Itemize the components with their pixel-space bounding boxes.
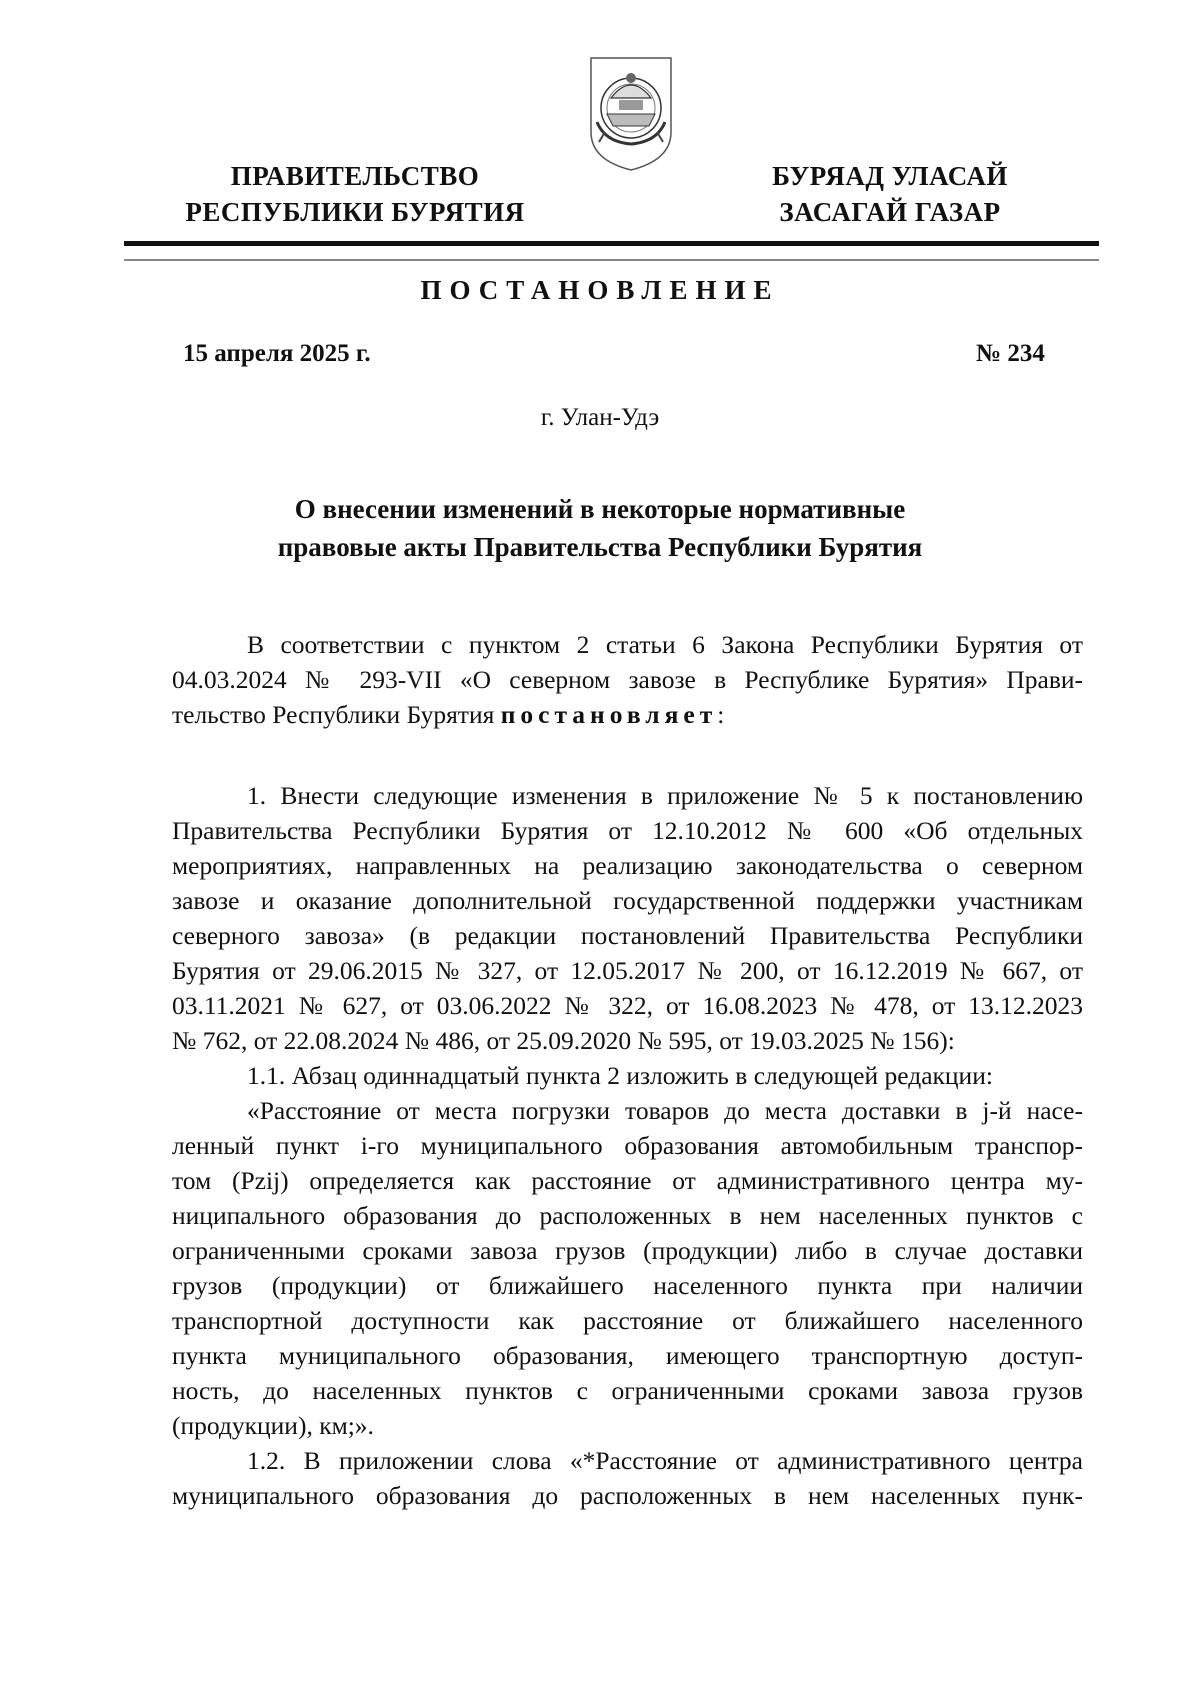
body-line: том (Pzij) определяется как расстояние от административного центра му- bbox=[172, 1166, 1083, 1195]
issuer-name-russian bbox=[170, 158, 540, 230]
preamble-line-decree bbox=[172, 697, 1083, 732]
body-line: пункта муниципального образования, имеющего транспортную доступ- bbox=[172, 1341, 1083, 1370]
preamble-paragraph bbox=[172, 627, 1083, 732]
body-line: мероприятиях, направленных на реализацию законодательства о северном bbox=[172, 851, 1083, 880]
body-line: Бурятия от 29.06.2015 № 327, от 12.05.2017 № 200, от 16.12.2019 № 667, от bbox=[172, 956, 1083, 985]
body-line: муниципального образования до расположенных в нем населенных пунк- bbox=[172, 1481, 1083, 1510]
decree-body bbox=[172, 778, 1083, 1513]
preamble-line: В соответствии с пунктом 2 статьи 6 Закона Республики Бурятия от bbox=[247, 630, 1083, 659]
body-line: северного завоза» (в редакции постановлений Правительства Республики bbox=[172, 921, 1083, 950]
body-line: 1.2. В приложении слова «*Расстояние от административного центра bbox=[247, 1446, 1083, 1475]
body-line: грузов (продукции) от ближайшего населенного пункта при наличии bbox=[172, 1271, 1083, 1300]
body-line: ность, до населенных пунктов с ограниченными сроками завоза грузов bbox=[172, 1376, 1083, 1405]
body-line: 1.1. Абзац одиннадцатый пункта 2 изложить в следующей редакции: bbox=[247, 1061, 993, 1090]
header-divider-thick bbox=[124, 241, 1099, 246]
body-line: 1. Внести следующие изменения в приложение № 5 к постановлению bbox=[247, 781, 1083, 810]
coat-of-arms-icon bbox=[585, 52, 677, 174]
preamble-line: 04.03.2024 № 293-VII «О северном завозе в Республике Бурятия» Прави- bbox=[172, 665, 1083, 694]
issuer-name-buryat bbox=[740, 158, 1040, 230]
issuer-ru-line1: ПРАВИТЕЛЬСТВО bbox=[230, 161, 480, 191]
document-city: г. Улан-Удэ bbox=[540, 404, 660, 431]
body-line: «Расстояние от места погрузки товаров до места доставки в j-й насе- bbox=[247, 1096, 1083, 1125]
body-line: ограниченными сроками завоза грузов (продукции) либо в случае доставки bbox=[172, 1236, 1083, 1265]
document-number: № 234 bbox=[976, 340, 1045, 367]
body-line: ниципального образования до расположенных в нем населенных пунктов с bbox=[172, 1201, 1083, 1230]
body-line: ленный пункт i-го муниципального образования автомобильным транспор- bbox=[172, 1131, 1083, 1160]
preamble-prefix: тельство Республики Бурятия bbox=[172, 700, 495, 729]
title-line-1: О внесении изменений в некоторые нормативные bbox=[294, 494, 906, 524]
document-type: ПОСТАНОВЛЕНИЕ bbox=[420, 275, 780, 305]
body-line: Правительства Республики Бурятия от 12.10.2012 № 600 «Об отдельных bbox=[172, 816, 1083, 845]
body-line: транспортной доступности как расстояние от ближайшего населенного bbox=[172, 1306, 1083, 1335]
header-divider-thin bbox=[124, 259, 1099, 261]
body-line: № 762, от 22.08.2024 № 486, от 25.09.2020 № 595, от 19.03.2025 № 156): bbox=[172, 1026, 955, 1055]
preamble-suffix: : bbox=[717, 700, 725, 729]
document-date: 15 апреля 2025 г. bbox=[183, 340, 371, 367]
body-line: (продукции), км;». bbox=[172, 1411, 374, 1440]
issuer-bua-line1: БУРЯАД УЛАСАЙ bbox=[772, 161, 1008, 191]
issuer-ru-line2: РЕСПУБЛИКИ БУРЯТИЯ bbox=[185, 197, 525, 227]
issuer-bua-line2: ЗАСАГАЙ ГАЗАР bbox=[779, 197, 1001, 227]
body-line: завозе и оказание дополнительной государственной поддержки участникам bbox=[172, 886, 1083, 915]
title-line-2: правовые акты Правительства Республики Бурятия bbox=[277, 532, 923, 562]
decree-word: постановляет bbox=[500, 700, 718, 729]
body-line: 03.11.2021 № 627, от 03.06.2022 № 322, от 16.08.2023 № 478, от 13.12.2023 bbox=[172, 991, 1083, 1020]
document-title bbox=[200, 490, 1000, 566]
